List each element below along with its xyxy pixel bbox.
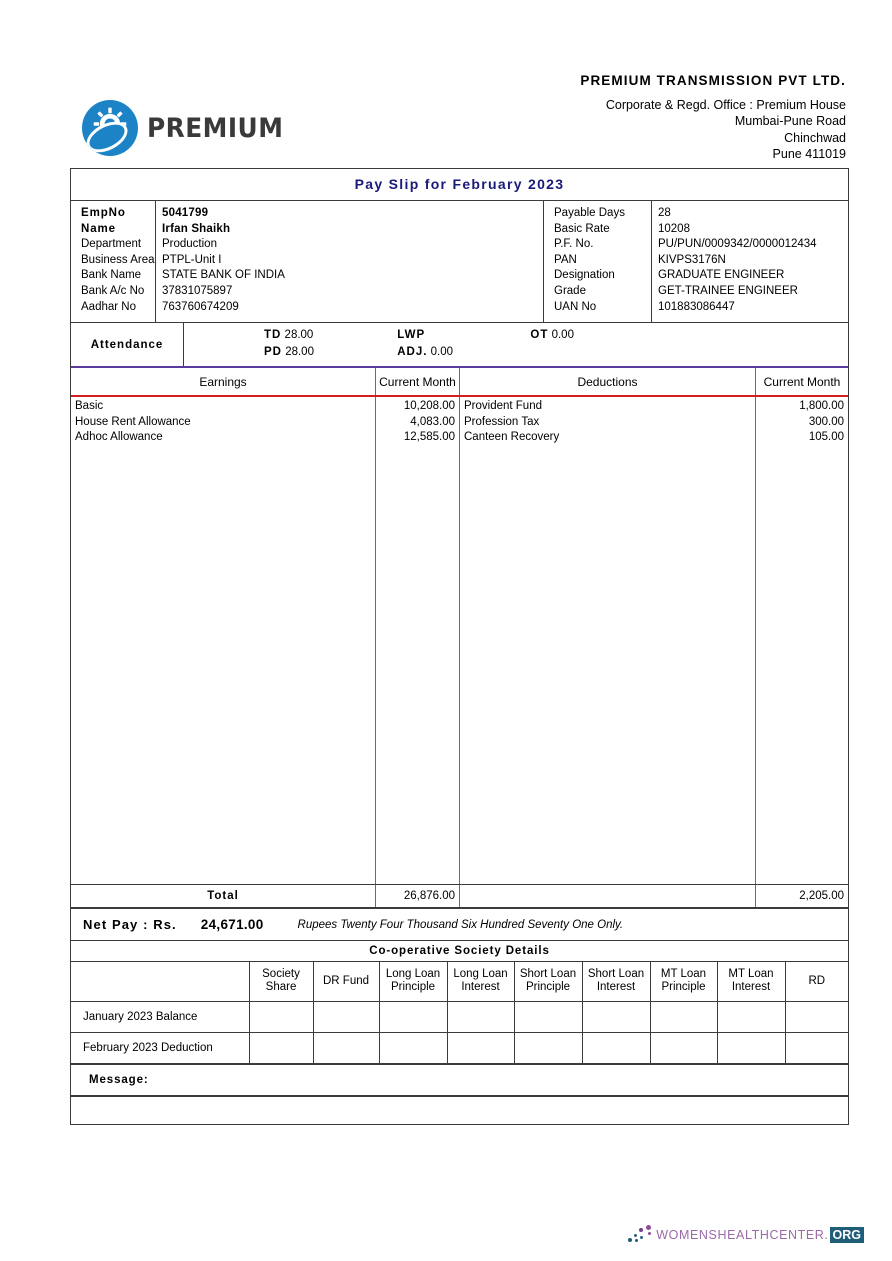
deductions-amounts-column [756, 397, 848, 884]
header-earnings-current-month: Current Month [376, 368, 460, 395]
coop-header-row [71, 962, 848, 1001]
label-grade: Grade [554, 284, 586, 297]
deduction-name: Provident Fund [464, 400, 542, 413]
coop-col-blank [71, 962, 249, 1001]
coop-col-short-loan-principle: Short Loan Principle [514, 962, 582, 1001]
value-bank-name: STATE BANK OF INDIA [162, 269, 285, 282]
coop-cell [514, 1001, 582, 1032]
coop-society-table [71, 962, 848, 1064]
coop-col-rd: RD [785, 962, 848, 1001]
attendance-adj-value: 0.00 [430, 346, 453, 359]
premium-gear-logo-icon [82, 100, 138, 156]
earning-amount: 4,083.00 [410, 415, 455, 428]
company-address-line-3: Chinchwad [784, 130, 846, 145]
earnings-amounts-column [376, 397, 460, 884]
deductions-total: 2,205.00 [799, 890, 844, 903]
attendance-td-value: 28.00 [284, 329, 314, 342]
employee-info-left-values [156, 201, 543, 322]
employee-info-left [71, 201, 544, 322]
coop-cell [582, 1032, 650, 1063]
message-body [71, 1097, 848, 1124]
coop-society-heading: Co-operative Society Details [71, 941, 848, 962]
coop-row-label: February 2023 Deduction [71, 1032, 249, 1063]
label-bank-ac-no: Bank A/c No [81, 284, 145, 297]
watermark-text: WOMENSHEALTHCENTER. [656, 1228, 829, 1242]
label-designation: Designation [554, 269, 615, 282]
coop-cell [650, 1032, 717, 1063]
deduction-amount: 105.00 [808, 431, 844, 444]
label-aadhar-no: Aadhar No [81, 300, 136, 313]
coop-cell [249, 1032, 313, 1063]
coop-col-long-loan-principle: Long Loan Principle [379, 962, 447, 1001]
attendance-ot-key: OT [530, 329, 549, 342]
value-bank-ac-no: 37831075897 [162, 284, 233, 297]
attendance-td-key: TD [264, 329, 282, 342]
logo-wordmark: PREMIUM [147, 112, 284, 144]
message-label: Message: [89, 1073, 149, 1086]
label-bank-name: Bank Name [81, 269, 142, 282]
coop-cell [785, 1001, 848, 1032]
label-uan-no: UAN No [554, 300, 597, 313]
net-pay-amount: 24,671.00 [200, 917, 264, 933]
deductions-names-column [460, 397, 756, 884]
coop-table-row [71, 1001, 848, 1032]
payslip-document [70, 168, 849, 1125]
net-pay-section [71, 909, 848, 941]
attendance-section [71, 323, 848, 368]
label-payable-days: Payable Days [554, 207, 625, 219]
earnings-names-column [71, 397, 376, 884]
value-uan-no: 101883086447 [658, 300, 735, 313]
attendance-pd-key: PD [264, 346, 282, 359]
watermark-dots-icon [626, 1224, 656, 1246]
employee-info-section [71, 201, 848, 323]
label-pan: PAN [554, 253, 577, 266]
coop-cell [447, 1001, 514, 1032]
header-deductions: Deductions [460, 368, 756, 395]
company-address-line-1: Corporate & Regd. Office : Premium House [605, 97, 846, 112]
total-label: Total [71, 885, 376, 907]
pay-table-body [71, 397, 848, 884]
header-deductions-current-month: Current Month [763, 374, 841, 389]
label-department: Department [81, 238, 142, 251]
message-section [71, 1064, 848, 1097]
company-address-block [580, 72, 846, 163]
coop-table-row [71, 1032, 848, 1063]
coop-row-label: January 2023 Balance [71, 1001, 249, 1032]
deduction-name: Canteen Recovery [464, 431, 560, 444]
payslip-title: Pay Slip for February 2023 [71, 169, 848, 201]
value-basic-rate: 10208 [658, 222, 690, 235]
deduction-amount: 300.00 [808, 415, 844, 428]
coop-cell [785, 1032, 848, 1063]
coop-col-dr-fund: DR Fund [313, 962, 379, 1001]
coop-col-mt-loan-principle: MT Loan Principle [650, 962, 717, 1001]
attendance-ot-value: 0.00 [551, 329, 574, 342]
coop-cell [514, 1032, 582, 1063]
company-address-line-2: Mumbai-Pune Road [734, 114, 846, 129]
value-aadhar-no: 763760674209 [162, 300, 239, 313]
value-business-area: PTPL-Unit I [162, 253, 222, 266]
earnings-total: 26,876.00 [376, 885, 460, 907]
attendance-values [184, 323, 848, 366]
value-designation: GRADUATE ENGINEER [658, 269, 785, 282]
value-payable-days: 28 [658, 207, 671, 219]
coop-col-mt-loan-interest: MT Loan Interest [717, 962, 785, 1001]
page-header [0, 0, 892, 168]
earning-amount: 12,585.00 [403, 431, 455, 444]
employee-info-right-labels [544, 201, 652, 322]
label-pf-no: P.F. No. [554, 238, 594, 251]
coop-cell [249, 1001, 313, 1032]
employee-info-right [544, 201, 848, 322]
header-earnings: Earnings [71, 368, 376, 395]
coop-col-short-loan-interest: Short Loan Interest [582, 962, 650, 1001]
label-basic-rate: Basic Rate [554, 222, 610, 235]
value-department: Production [162, 238, 217, 251]
value-empno: 5041799 [162, 207, 209, 219]
deduction-amount: 1,800.00 [799, 400, 844, 413]
net-pay-label: Net Pay : Rs. [83, 917, 177, 933]
earning-name: Basic [75, 400, 104, 413]
watermark-org-badge: ORG [830, 1227, 864, 1243]
coop-cell [379, 1032, 447, 1063]
company-name: PREMIUM TRANSMISSION PVT LTD. [580, 73, 846, 88]
coop-cell [313, 1001, 379, 1032]
coop-cell [717, 1032, 785, 1063]
coop-col-long-loan-interest: Long Loan Interest [447, 962, 514, 1001]
earning-name: Adhoc Allowance [75, 431, 163, 444]
company-logo [82, 97, 284, 159]
coop-cell [379, 1001, 447, 1032]
pay-table-total-row [71, 884, 848, 909]
earning-amount: 10,208.00 [403, 400, 455, 413]
value-pan: KIVPS3176N [658, 253, 726, 266]
attendance-pd-value: 28.00 [285, 346, 314, 359]
attendance-line-1 [264, 327, 848, 344]
attendance-label: Attendance [71, 323, 184, 366]
value-grade: GET-TRAINEE ENGINEER [658, 284, 798, 297]
attendance-lwp-key: LWP [397, 329, 426, 342]
value-pf-no: PU/PUN/0009342/0000012434 [658, 238, 817, 251]
label-business-area: Business Area [81, 253, 155, 266]
value-name: Irfan Shaikh [162, 222, 231, 235]
coop-cell [313, 1032, 379, 1063]
coop-col-society-share: Society Share [249, 962, 313, 1001]
coop-cell [717, 1001, 785, 1032]
employee-info-left-labels [71, 201, 156, 322]
net-pay-in-words: Rupees Twenty Four Thousand Six Hundred Seventy One Only. [297, 918, 624, 931]
coop-cell [447, 1032, 514, 1063]
coop-cell [582, 1001, 650, 1032]
earning-name: House Rent Allowance [75, 415, 191, 428]
label-name: Name [81, 222, 116, 235]
pay-table-header [71, 368, 848, 397]
coop-cell [650, 1001, 717, 1032]
employee-info-right-values [652, 201, 848, 322]
company-address-line-4: Pune 411019 [772, 147, 846, 162]
deductions-total-spacer [460, 885, 756, 907]
footer-watermark [626, 1223, 864, 1247]
label-empno: EmpNo [81, 207, 126, 219]
attendance-line-2 [264, 344, 848, 361]
deduction-name: Profession Tax [464, 415, 540, 428]
attendance-adj-key: ADJ. [397, 346, 428, 359]
